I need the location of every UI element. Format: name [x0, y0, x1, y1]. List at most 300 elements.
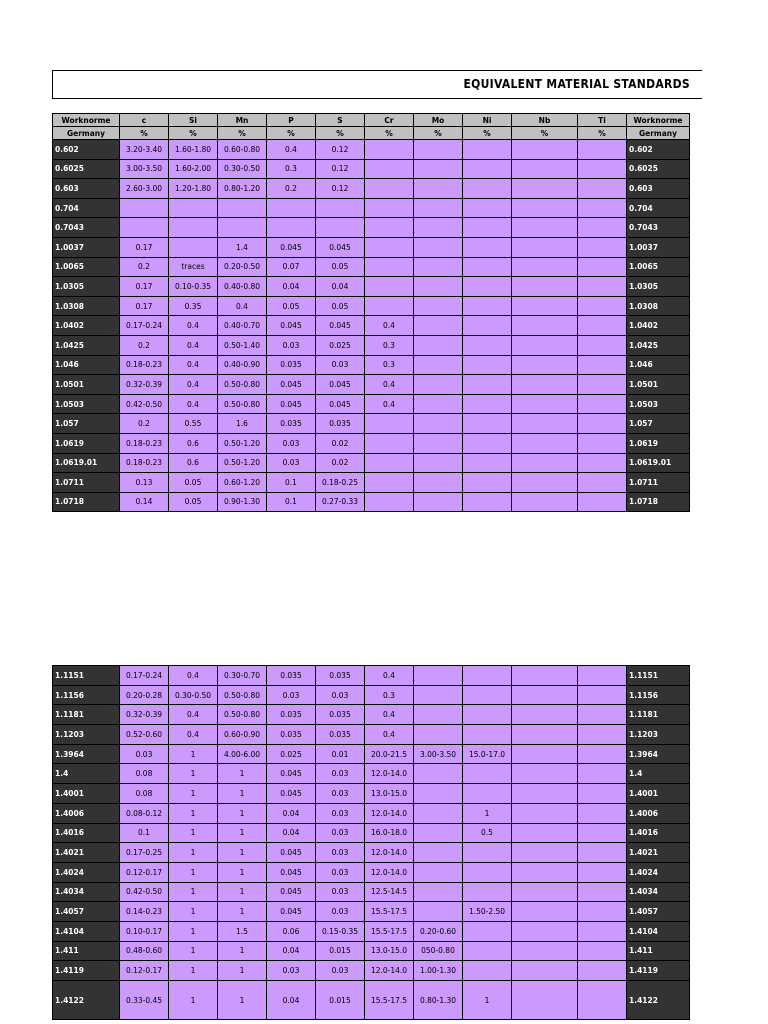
composition-cell: 050-0.80	[414, 941, 463, 961]
material-code-cell: 1.0305	[627, 277, 690, 297]
header-cell: P	[267, 114, 316, 127]
table-row	[53, 433, 690, 453]
composition-cell: 0.08	[120, 784, 169, 804]
composition-cell: 0.35	[169, 296, 218, 316]
composition-cell	[578, 257, 627, 277]
composition-cell: 0.55	[169, 414, 218, 434]
composition-cell: 0.33-0.45	[120, 981, 169, 1020]
title-box	[52, 70, 702, 99]
composition-cell: 1	[169, 941, 218, 961]
composition-cell: 0.01	[316, 744, 365, 764]
table-row	[53, 921, 690, 941]
composition-cell	[578, 335, 627, 355]
composition-cell: 1	[218, 941, 267, 961]
composition-cell: 0.4	[365, 394, 414, 414]
composition-cell: 0.03	[267, 335, 316, 355]
header-cell: Ni	[463, 114, 512, 127]
composition-cell	[578, 961, 627, 981]
composition-cell	[463, 355, 512, 375]
composition-cell	[169, 218, 218, 238]
composition-cell: 0.3	[365, 355, 414, 375]
composition-cell: 1	[169, 902, 218, 922]
composition-cell	[512, 335, 578, 355]
composition-cell: 0.04	[267, 941, 316, 961]
composition-cell	[512, 725, 578, 745]
composition-cell: 0.4	[169, 725, 218, 745]
composition-cell	[414, 296, 463, 316]
material-code-cell: 1.0619.01	[53, 453, 120, 473]
composition-cell: 15.0-17.0	[463, 744, 512, 764]
material-code-cell: 1.3964	[53, 744, 120, 764]
table-row	[53, 941, 690, 961]
composition-cell: 1	[218, 784, 267, 804]
composition-cell	[463, 921, 512, 941]
material-code-cell: 1.057	[53, 414, 120, 434]
composition-cell	[512, 843, 578, 863]
composition-cell	[414, 237, 463, 257]
composition-cell	[365, 453, 414, 473]
material-code-cell: 1.4006	[53, 803, 120, 823]
composition-cell	[512, 198, 578, 218]
material-code-cell: 1.046	[627, 355, 690, 375]
composition-cell	[365, 218, 414, 238]
composition-cell	[578, 296, 627, 316]
composition-cell	[365, 179, 414, 199]
composition-cell: 0.035	[267, 725, 316, 745]
header-cell: %	[463, 127, 512, 140]
table-row	[53, 823, 690, 843]
material-code-cell: 1.3964	[627, 744, 690, 764]
composition-cell	[512, 921, 578, 941]
composition-cell	[414, 473, 463, 493]
material-code-cell: 1.1181	[627, 705, 690, 725]
composition-cell	[463, 394, 512, 414]
composition-cell	[512, 237, 578, 257]
material-code-cell: 1.1181	[53, 705, 120, 725]
composition-cell: 20.0-21.5	[365, 744, 414, 764]
composition-cell: 0.60-1.20	[218, 473, 267, 493]
composition-cell	[463, 666, 512, 686]
composition-cell	[578, 725, 627, 745]
composition-cell: 0.045	[267, 882, 316, 902]
composition-cell: 0.4	[365, 705, 414, 725]
composition-cell: 0.03	[316, 764, 365, 784]
composition-cell	[578, 862, 627, 882]
table-row	[53, 803, 690, 823]
header-cell: %	[365, 127, 414, 140]
header-cell: %	[578, 127, 627, 140]
composition-cell	[414, 159, 463, 179]
composition-cell: 0.03	[316, 685, 365, 705]
header-cell: Cr	[365, 114, 414, 127]
table-row	[53, 902, 690, 922]
composition-cell: 15.5-17.5	[365, 981, 414, 1020]
composition-cell: 0.4	[365, 666, 414, 686]
header-cell: Si	[169, 114, 218, 127]
composition-cell: 2.60-3.00	[120, 179, 169, 199]
composition-cell	[218, 218, 267, 238]
composition-cell	[414, 764, 463, 784]
material-code-cell: 1.0711	[627, 473, 690, 493]
composition-cell	[578, 666, 627, 686]
composition-cell: 0.015	[316, 981, 365, 1020]
composition-cell: 0.07	[267, 257, 316, 277]
composition-cell	[365, 159, 414, 179]
header-cell: %	[218, 127, 267, 140]
composition-cell: 0.1	[267, 473, 316, 493]
composition-cell: 1	[218, 803, 267, 823]
composition-cell: 0.035	[316, 705, 365, 725]
header-cell: %	[512, 127, 578, 140]
material-code-cell: 1.0037	[53, 237, 120, 257]
composition-cell	[578, 705, 627, 725]
composition-cell: 0.18-0.25	[316, 473, 365, 493]
composition-cell: 1.50-2.50	[463, 902, 512, 922]
composition-cell	[578, 355, 627, 375]
table-row	[53, 882, 690, 902]
material-code-cell: 1.4006	[627, 803, 690, 823]
composition-cell	[169, 198, 218, 218]
composition-cell	[120, 218, 169, 238]
composition-cell	[463, 296, 512, 316]
composition-cell: 0.3	[365, 685, 414, 705]
composition-cell: 0.03	[316, 784, 365, 804]
material-code-cell: 1.057	[627, 414, 690, 434]
composition-cell	[512, 316, 578, 336]
page-title: EQUIVALENT MATERIAL STANDARDS	[463, 77, 690, 91]
composition-cell: 1	[463, 981, 512, 1020]
composition-cell	[414, 433, 463, 453]
composition-cell: 0.4	[169, 666, 218, 686]
composition-cell	[365, 237, 414, 257]
material-code-cell: 0.602	[53, 140, 120, 160]
composition-cell	[463, 492, 512, 512]
composition-cell: 0.04	[316, 277, 365, 297]
composition-cell	[512, 492, 578, 512]
composition-cell	[512, 140, 578, 160]
composition-cell: 0.045	[316, 375, 365, 395]
composition-cell: 3.00-3.50	[120, 159, 169, 179]
composition-cell	[463, 414, 512, 434]
composition-cell: 0.6	[169, 453, 218, 473]
material-code-cell: 1.4057	[627, 902, 690, 922]
composition-cell: 0.4	[365, 375, 414, 395]
composition-cell: 0.20-0.50	[218, 257, 267, 277]
composition-cell: 0.50-1.20	[218, 433, 267, 453]
composition-cell: 0.03	[120, 744, 169, 764]
composition-cell	[463, 941, 512, 961]
composition-cell	[414, 453, 463, 473]
composition-cell: 0.48-0.60	[120, 941, 169, 961]
header-cell: Germany	[627, 127, 690, 140]
composition-cell	[414, 823, 463, 843]
composition-cell	[463, 685, 512, 705]
material-code-cell: 1.0308	[53, 296, 120, 316]
material-code-cell: 0.704	[627, 198, 690, 218]
composition-cell	[365, 257, 414, 277]
composition-cell	[267, 218, 316, 238]
composition-cell	[512, 823, 578, 843]
composition-cell: 0.17-0.24	[120, 316, 169, 336]
composition-cell: 1	[169, 921, 218, 941]
composition-cell	[218, 198, 267, 218]
composition-cell: 1	[218, 843, 267, 863]
composition-cell: 0.05	[316, 257, 365, 277]
composition-cell: 0.12	[316, 140, 365, 160]
table-1-body	[53, 140, 690, 512]
table-row	[53, 981, 690, 1020]
composition-cell	[365, 277, 414, 297]
composition-cell: 0.80-1.30	[414, 981, 463, 1020]
composition-cell	[512, 179, 578, 199]
composition-cell: 0.4	[169, 394, 218, 414]
material-code-cell: 1.4001	[53, 784, 120, 804]
composition-cell: 0.045	[316, 237, 365, 257]
composition-cell	[512, 666, 578, 686]
composition-cell	[578, 375, 627, 395]
material-code-cell: 1.0425	[53, 335, 120, 355]
composition-cell: 1.60-2.00	[169, 159, 218, 179]
material-code-cell: 1.0711	[53, 473, 120, 493]
material-code-cell: 0.704	[53, 198, 120, 218]
composition-cell: 0.045	[267, 375, 316, 395]
composition-cell: 0.18-0.23	[120, 433, 169, 453]
composition-cell	[414, 257, 463, 277]
composition-cell: 4.00-6.00	[218, 744, 267, 764]
composition-cell	[578, 843, 627, 863]
composition-cell: 0.2	[120, 335, 169, 355]
composition-cell	[463, 257, 512, 277]
composition-cell: 0.4	[169, 375, 218, 395]
material-code-cell: 1.411	[53, 941, 120, 961]
composition-cell: 0.4	[365, 316, 414, 336]
composition-cell: 0.90-1.30	[218, 492, 267, 512]
composition-cell	[512, 862, 578, 882]
composition-cell	[512, 159, 578, 179]
composition-cell: 0.025	[316, 335, 365, 355]
composition-cell: 0.05	[169, 492, 218, 512]
composition-cell	[463, 784, 512, 804]
composition-cell	[578, 277, 627, 297]
table-row	[53, 218, 690, 238]
composition-cell: 0.03	[316, 862, 365, 882]
composition-cell	[414, 784, 463, 804]
composition-cell: 13.0-15.0	[365, 941, 414, 961]
composition-cell	[512, 902, 578, 922]
composition-cell	[578, 218, 627, 238]
composition-cell	[463, 237, 512, 257]
composition-cell: 0.50-0.80	[218, 394, 267, 414]
composition-cell	[463, 198, 512, 218]
composition-cell: 0.035	[267, 355, 316, 375]
composition-cell	[463, 277, 512, 297]
material-code-cell: 1.4	[53, 764, 120, 784]
composition-cell	[316, 218, 365, 238]
composition-cell: 0.2	[120, 257, 169, 277]
material-code-cell: 0.6025	[53, 159, 120, 179]
composition-cell: 0.6	[169, 433, 218, 453]
composition-cell	[414, 882, 463, 902]
table-row	[53, 764, 690, 784]
composition-cell: 1	[169, 784, 218, 804]
composition-cell: 0.18-0.23	[120, 355, 169, 375]
composition-cell	[414, 218, 463, 238]
header-cell: Worknorme	[627, 114, 690, 127]
composition-cell: 1.00-1.30	[414, 961, 463, 981]
header-cell: Ti	[578, 114, 627, 127]
composition-cell	[512, 744, 578, 764]
composition-cell: 0.4	[169, 316, 218, 336]
composition-cell: 0.03	[316, 902, 365, 922]
material-code-cell: 0.6025	[627, 159, 690, 179]
composition-cell: 0.05	[316, 296, 365, 316]
composition-cell: 0.60-0.90	[218, 725, 267, 745]
material-code-cell: 1.0065	[627, 257, 690, 277]
composition-cell: 1.5	[218, 921, 267, 941]
composition-cell	[316, 198, 365, 218]
composition-cell	[414, 335, 463, 355]
composition-cell: 0.03	[316, 961, 365, 981]
composition-cell	[578, 803, 627, 823]
material-code-cell: 1.1156	[627, 685, 690, 705]
composition-cell: 0.17	[120, 296, 169, 316]
material-code-cell: 1.0305	[53, 277, 120, 297]
table-row	[53, 277, 690, 297]
composition-cell: 0.50-1.20	[218, 453, 267, 473]
composition-cell	[414, 705, 463, 725]
composition-cell: 0.30-0.70	[218, 666, 267, 686]
composition-cell	[578, 764, 627, 784]
composition-cell: 0.50-0.80	[218, 375, 267, 395]
material-code-cell: 1.4021	[627, 843, 690, 863]
table-row	[53, 961, 690, 981]
composition-cell	[578, 685, 627, 705]
composition-cell: 0.06	[267, 921, 316, 941]
composition-cell: 12.5-14.5	[365, 882, 414, 902]
composition-cell: 0.035	[267, 414, 316, 434]
composition-cell: 0.42-0.50	[120, 882, 169, 902]
composition-cell	[414, 140, 463, 160]
composition-cell	[512, 433, 578, 453]
composition-cell	[578, 744, 627, 764]
table-row	[53, 257, 690, 277]
composition-cell: 0.03	[267, 685, 316, 705]
composition-cell: 0.03	[267, 433, 316, 453]
table-row	[53, 140, 690, 160]
material-code-cell: 1.0501	[627, 375, 690, 395]
composition-cell	[414, 179, 463, 199]
composition-cell	[512, 375, 578, 395]
composition-cell: 0.10-0.17	[120, 921, 169, 941]
composition-cell: 0.20-0.28	[120, 685, 169, 705]
material-code-cell: 1.0619	[53, 433, 120, 453]
composition-cell	[512, 355, 578, 375]
composition-cell: 0.12-0.17	[120, 961, 169, 981]
composition-cell	[414, 316, 463, 336]
composition-cell	[578, 941, 627, 961]
composition-cell: 0.2	[120, 414, 169, 434]
header-row-1	[53, 114, 690, 127]
composition-cell: 1	[169, 882, 218, 902]
composition-cell: 0.14-0.23	[120, 902, 169, 922]
header-cell: Worknorme	[53, 114, 120, 127]
material-code-cell: 1.0619.01	[627, 453, 690, 473]
table-row	[53, 862, 690, 882]
header-cell: %	[267, 127, 316, 140]
composition-cell	[512, 803, 578, 823]
composition-cell	[463, 453, 512, 473]
composition-cell	[463, 433, 512, 453]
material-code-cell: 1.0402	[53, 316, 120, 336]
composition-cell: 0.40-0.90	[218, 355, 267, 375]
composition-cell	[414, 277, 463, 297]
material-code-cell: 1.046	[53, 355, 120, 375]
composition-cell: 0.50-1.40	[218, 335, 267, 355]
composition-cell	[512, 764, 578, 784]
composition-cell: 0.03	[316, 823, 365, 843]
material-code-cell: 1.0619	[627, 433, 690, 453]
composition-cell: 1	[169, 803, 218, 823]
composition-cell	[512, 394, 578, 414]
composition-cell	[578, 453, 627, 473]
table-row	[53, 316, 690, 336]
composition-cell: 0.045	[267, 843, 316, 863]
composition-cell: 0.17	[120, 237, 169, 257]
composition-cell: 0.32-0.39	[120, 705, 169, 725]
table-row	[53, 492, 690, 512]
composition-cell	[414, 725, 463, 745]
composition-cell	[463, 725, 512, 745]
composition-cell: 0.4	[169, 355, 218, 375]
composition-cell: 0.12	[316, 159, 365, 179]
composition-cell	[578, 394, 627, 414]
composition-cell	[365, 492, 414, 512]
composition-cell: 0.40-0.80	[218, 277, 267, 297]
composition-cell: 0.045	[316, 394, 365, 414]
composition-cell	[463, 862, 512, 882]
composition-cell: 0.02	[316, 433, 365, 453]
header-row-2	[53, 127, 690, 140]
table-row	[53, 666, 690, 686]
composition-cell	[512, 784, 578, 804]
material-code-cell: 1.0308	[627, 296, 690, 316]
composition-cell: 0.035	[267, 666, 316, 686]
composition-cell	[578, 179, 627, 199]
composition-cell: traces	[169, 257, 218, 277]
composition-cell: 0.30-0.50	[169, 685, 218, 705]
material-code-cell: 0.603	[627, 179, 690, 199]
header-cell: Mo	[414, 114, 463, 127]
composition-cell: 0.025	[267, 744, 316, 764]
composition-cell: 0.13	[120, 473, 169, 493]
composition-cell: 12.0-14.0	[365, 961, 414, 981]
table-row	[53, 725, 690, 745]
composition-cell: 1.20-1.80	[169, 179, 218, 199]
composition-cell: 0.4	[365, 725, 414, 745]
composition-cell: 0.03	[316, 355, 365, 375]
composition-cell: 0.05	[267, 296, 316, 316]
composition-cell: 0.03	[316, 882, 365, 902]
composition-cell	[414, 414, 463, 434]
composition-cell	[578, 140, 627, 160]
composition-cell: 0.17-0.25	[120, 843, 169, 863]
material-code-cell: 1.1203	[53, 725, 120, 745]
composition-cell	[512, 941, 578, 961]
composition-cell	[365, 473, 414, 493]
material-code-cell: 1.4104	[627, 921, 690, 941]
composition-cell: 1	[218, 862, 267, 882]
material-code-cell: 1.0503	[53, 394, 120, 414]
